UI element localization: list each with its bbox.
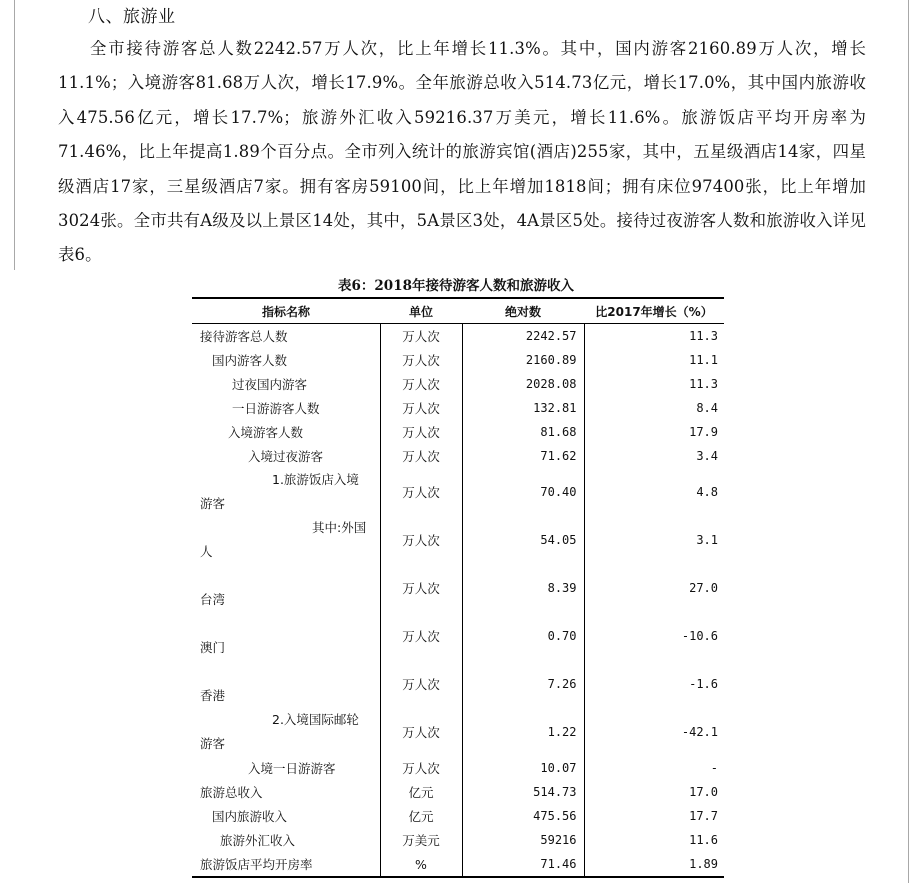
row-unit: 亿元	[380, 804, 462, 828]
row-change: 11.1	[689, 353, 718, 367]
table-row	[192, 444, 724, 468]
row-name-line2: 香港	[200, 688, 226, 703]
table-row	[192, 420, 724, 444]
row-unit: 万人次	[380, 396, 462, 420]
row-change: 3.4	[696, 449, 718, 463]
section-title: 八、旅游业	[88, 7, 176, 27]
header-indicator: 指标名称	[192, 298, 380, 324]
row-unit: %	[380, 852, 462, 877]
row-name: 过夜国内游客	[232, 377, 308, 392]
row-name-line1: 2.入境国际邮轮	[272, 712, 359, 727]
table-row	[192, 780, 724, 804]
header-unit: 单位	[380, 298, 462, 324]
row-name: 入境过夜游客	[248, 449, 324, 464]
row-name-line2: 台湾	[200, 592, 226, 607]
row-change: 17.7	[689, 809, 718, 823]
row-change: 11.3	[689, 329, 718, 343]
body-paragraph: 全市接待游客总人数2242.57万人次，比上年增长11.3%。其中，国内游客2160.89万人次，增长11.1%；入境游客81.68万人次，增长17.9%。全年旅游总收入514.73亿元，增长17.0%，其中国内旅游收入475.56亿元，增长17.7%；旅游外汇收入59216.37万美元，增长11.6%。旅游饭店平均开房率为71.46%，比上年提高1.89个百分点。全市列入统计的旅游宾馆(酒店)255家，其中，五星级酒店14家，四星级酒店17家，三星级酒店7家。拥有客房59100间，比上年增加1818间；拥有床位97400张，比上年增加3024张。全市共有A级及以上景区14处，其中，5A景区3处，4A景区5处。接待过夜游客人数和旅游收入详见表6。	[58, 39, 866, 265]
row-change: 11.3	[689, 377, 718, 391]
row-change: 8.4	[696, 401, 718, 415]
row-value: 132.81	[462, 396, 584, 420]
row-unit: 万人次	[380, 372, 462, 396]
row-value: 2160.89	[462, 348, 584, 372]
row-name: 旅游总收入	[200, 785, 263, 800]
table-row	[192, 564, 724, 612]
row-name-line1	[192, 564, 380, 588]
row-unit: 万人次	[380, 444, 462, 468]
table-row	[192, 516, 724, 564]
row-change: 17.0	[689, 785, 718, 799]
table-row	[192, 396, 724, 420]
row-change: 11.6	[689, 833, 718, 847]
table-row	[192, 324, 724, 349]
row-value: 7.26	[462, 660, 584, 708]
row-name: 国内旅游收入	[212, 809, 288, 824]
row-value: 2242.57	[462, 324, 584, 349]
row-name-line1: 1.旅游饭店入境	[272, 472, 359, 487]
row-change: 17.9	[689, 425, 718, 439]
row-name: 旅游饭店平均开房率	[200, 857, 313, 872]
row-unit: 万人次	[380, 612, 462, 660]
row-name: 国内游客人数	[212, 353, 288, 368]
row-value: 81.68	[462, 420, 584, 444]
row-name: 接待游客总人数	[200, 329, 288, 344]
table-header-row	[192, 298, 724, 324]
row-name: 入境一日游游客	[248, 761, 336, 776]
row-unit: 亿元	[380, 780, 462, 804]
row-name-line1: 其中:外国	[312, 520, 367, 535]
table-row	[192, 660, 724, 708]
row-unit: 万人次	[380, 708, 462, 756]
row-value: 2028.08	[462, 372, 584, 396]
row-value: 54.05	[462, 516, 584, 564]
page-border-right	[908, 0, 909, 883]
row-value: 71.46	[462, 852, 584, 877]
row-value: 0.70	[462, 612, 584, 660]
table-row	[192, 348, 724, 372]
row-name-line2: 游客	[200, 736, 226, 751]
row-value: 475.56	[462, 804, 584, 828]
row-unit: 万人次	[380, 324, 462, 349]
row-value: 59216	[462, 828, 584, 852]
row-change: -42.1	[681, 725, 718, 739]
table-row	[192, 756, 724, 780]
row-name-line1	[192, 612, 380, 636]
row-name-line2: 澳门	[200, 640, 226, 655]
header-absolute: 绝对数	[462, 298, 584, 324]
row-change: 3.1	[696, 533, 718, 547]
row-value: 70.40	[462, 468, 584, 516]
table-row	[192, 612, 724, 660]
row-value: 8.39	[462, 564, 584, 612]
row-name: 一日游游客人数	[232, 401, 320, 416]
table-row	[192, 708, 724, 756]
table-row	[192, 804, 724, 828]
row-name-line1	[192, 660, 380, 684]
table-row	[192, 468, 724, 516]
table-row	[192, 372, 724, 396]
row-unit: 万美元	[380, 828, 462, 852]
row-unit: 万人次	[380, 468, 462, 516]
tourism-stats-table	[192, 297, 724, 878]
row-unit: 万人次	[380, 564, 462, 612]
row-change: 27.0	[689, 581, 718, 595]
row-value: 514.73	[462, 780, 584, 804]
row-unit: 万人次	[380, 660, 462, 708]
row-change: 1.89	[584, 852, 724, 877]
row-value: 71.62	[462, 444, 584, 468]
row-change: -1.6	[689, 677, 718, 691]
page-border-left	[14, 0, 15, 270]
header-change: 比2017年增长（%）	[584, 298, 724, 324]
table-row	[192, 852, 724, 877]
row-change: -	[710, 761, 718, 775]
row-unit: 万人次	[380, 348, 462, 372]
row-name-line2: 人	[200, 544, 213, 559]
row-unit: 万人次	[380, 756, 462, 780]
row-name: 入境游客人数	[228, 425, 304, 440]
table-caption: 表6：2018年接待游客人数和旅游收入	[338, 278, 574, 294]
row-change: 4.8	[696, 485, 718, 499]
row-value: 10.07	[462, 756, 584, 780]
row-unit: 万人次	[380, 516, 462, 564]
row-change: -10.6	[681, 629, 718, 643]
table-row	[192, 828, 724, 852]
row-name: 旅游外汇收入	[220, 833, 296, 848]
row-value: 1.22	[462, 708, 584, 756]
row-name-line2: 游客	[200, 496, 226, 511]
row-unit: 万人次	[380, 420, 462, 444]
